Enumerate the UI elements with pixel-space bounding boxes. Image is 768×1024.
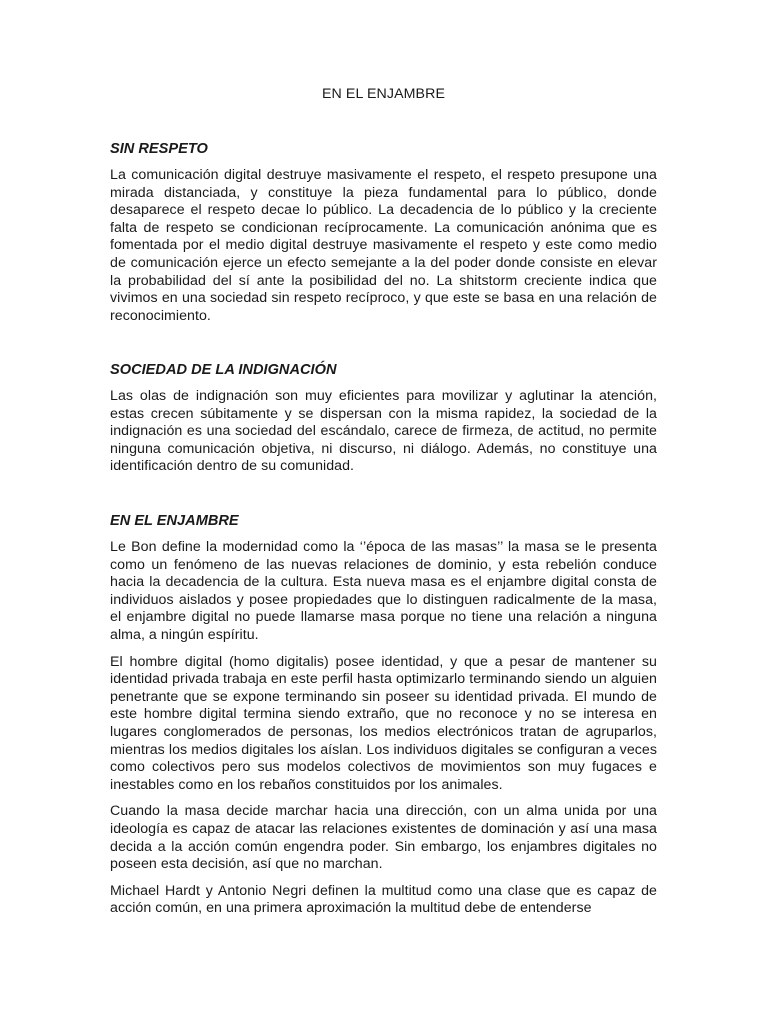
section-heading: SOCIEDAD DE LA INDIGNACIÓN xyxy=(110,362,337,378)
section-heading: SIN RESPETO xyxy=(110,141,208,157)
paragraph: Cuando la masa decide marchar hacia una dirección, con un alma unida por una ideología es capaz de atacar las relaciones existentes de dominación y así una masa decida a la acción común engendra poder. Sin embargo, los enjambres digitales no poseen esta decisión, así que no marchan. xyxy=(110,803,657,873)
section-en-el-enjambre xyxy=(110,512,657,927)
section-heading: EN EL ENJAMBRE xyxy=(110,513,239,529)
paragraph: Las olas de indignación son muy eficientes para movilizar y aglutinar la atención, estas crecen súbitamente y se dispersan con la misma rapidez, la sociedad de la indignación es una sociedad del escándalo, carece de firmeza, de actitud, no permite ninguna comunicación objetiva, ni discurso, ni diálogo. Además, no constituye una identificación dentro de su comunidad. xyxy=(110,388,657,475)
paragraph: La comunicación digital destruye masivamente el respeto, el respeto presupone una mirada distanciada, y constituye la pieza fundamental para lo público, donde desaparece el respeto decae lo público. La decadencia de lo público y la creciente falta de respeto se condicionan recíprocamente. La comunicación anónima que es fomentada por el medio digital destruye masivamente el respeto y este como medio de comunicación ejerce un efecto semejante a la del poder donde consiste en elevar la probabilidad del sí ante la posibilidad del no. La shitstorm creciente indica que vivimos en una sociedad sin respeto recíproco, y que este se basa en una relación de reconocimiento. xyxy=(110,167,657,324)
paragraph: El hombre digital (homo digitalis) posee identidad, y que a pesar de mantener su identidad privada trabaja en este perfil hasta optimizarlo terminando siendo un alguien penetrante que se expone terminando sin poseer su identidad privada. El mundo de este hombre digital termina siendo extraño, que no reconoce y no se interesa en lugares conglomerados de personas, los medios electrónicos tratan de agruparlos, mientras los medios digitales los aíslan. Los individuos digitales se configuran a veces como colectivos pero sus modelos colectivos de movimientos son muy fugaces e inestables como en los rebaños constituidos por los animales. xyxy=(110,653,657,793)
paragraph: Michael Hardt y Antonio Negri definen la multitud como una clase que es capaz de acción común, en una primera aproximación la multitud debe de entenderse xyxy=(110,882,657,917)
section-sociedad-de-la-indignacion xyxy=(110,361,657,485)
document-title: EN EL ENJAMBRE xyxy=(321,86,446,102)
section-sin-respeto xyxy=(110,140,657,334)
paragraph: Le Bon define la modernidad como la ‘’época de las masas’’ la masa se le presenta como un fenómeno de las nuevas relaciones de dominio, y esta rebelión conduce hacia la decadencia de la cultura. Esta nueva masa es el enjambre digital consta de individuos aislados y posee propiedades que lo distinguen radicalmente de la masa, el enjambre digital no puede llamarse masa porque no tiene una relación a ninguna alma, a ningún espíritu. xyxy=(110,539,657,643)
